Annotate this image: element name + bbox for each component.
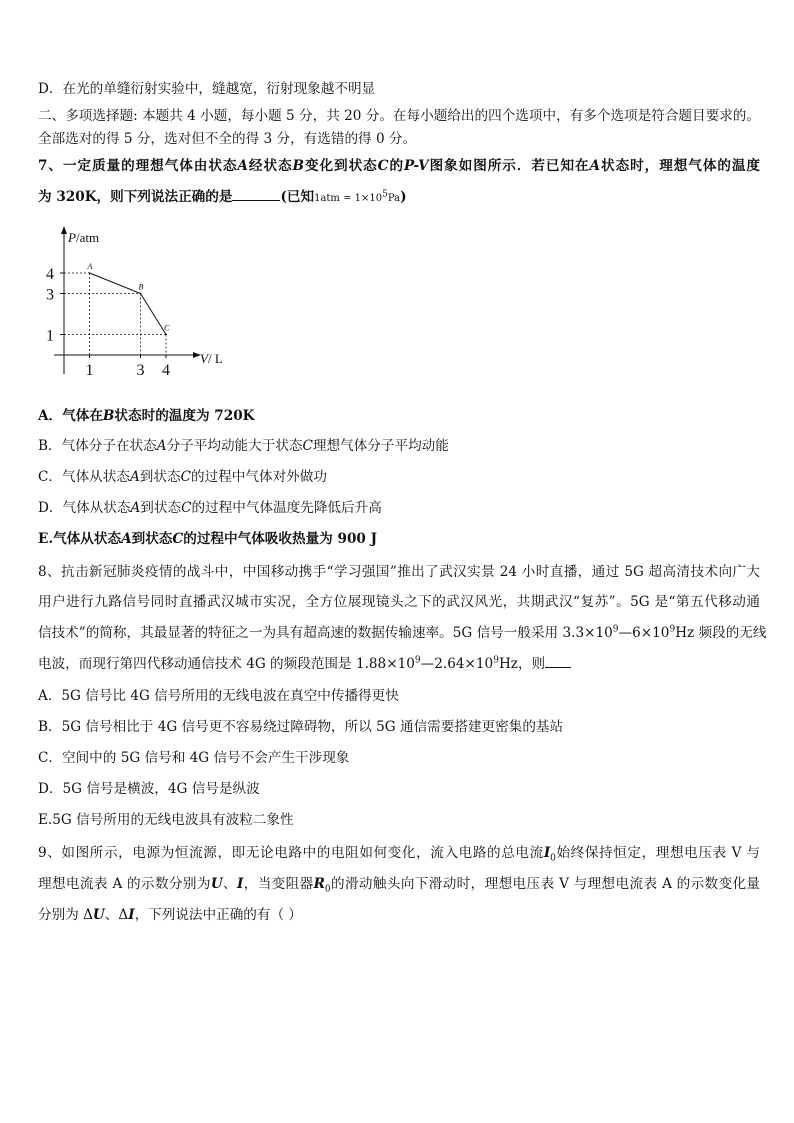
answer-blank	[545, 667, 571, 668]
y-axis-label: P/atm	[68, 230, 100, 245]
q8-option-c: C．空间中的 5G 信号和 4G 信号不会产生干涉现象	[38, 750, 350, 766]
q7-option-c: C．气体从状态A到状态C的过程中气体对外做功	[38, 469, 327, 485]
q7-option-e: E.气体从状态A到状态C的过程中气体吸收热量为 900 J	[38, 531, 378, 547]
q7-stem-line1: 7、一定质量的理想气体由状态A经状态B变化到状态C的P-V图象如图所示．若已知在A状态时，理想气体的温度	[38, 158, 761, 174]
x-axis-label: V/ L	[200, 351, 223, 366]
q7-option-d: D．气体从状态A到状态C的过程中气体温度先降低后升高	[38, 500, 382, 516]
state-path-line	[90, 273, 167, 335]
section-header-multi-choice: 二、多项选择题: 本题共 4 小题，每小题 5 分，共 20 分。在每小题给出的四个选项中，有多个选项是符合题目要求的。	[38, 108, 760, 124]
atm-conversion: $1atm = 1\times 10^5Pa$	[314, 189, 401, 204]
state-point	[165, 334, 167, 336]
q8-stem-line2: 用户进行九路信号同时直播武汉城市实况，全方位展现镜头之下的武汉风光，共期武汉“复苏”。5G 是“第五代移动通	[38, 594, 760, 610]
q8-option-b: B．5G 信号相比于 4G 信号更不容易绕过障碍物，所以 5G 通信需要搭建更密集的基站	[38, 719, 564, 735]
y-tick-label: 3	[46, 286, 54, 304]
graph-axes	[54, 226, 201, 374]
section-scoring-rule: 全部选对的得 5 分，选对但不全的得 3 分，有选错的得 0 分。	[38, 131, 417, 147]
q7-option-b: B．气体分子在状态A分子平均动能大于状态C理想气体分子平均动能	[38, 438, 449, 454]
state-label: B	[138, 282, 144, 292]
q9-stem-line3: 分别为 ΔU、ΔI，下列说法中正确的有（ ）	[38, 907, 303, 923]
x-tick-label: 3	[136, 362, 145, 379]
y-axis-arrow	[61, 226, 67, 234]
x-tick-label: 4	[162, 362, 170, 379]
state-point	[140, 293, 142, 295]
q9-stem-line1: 9、如图所示，电源为恒流源，即无论电路中的电阻如何变化，流入电路的总电流$I_0$始终保持恒定，理想电压表 V 与	[38, 845, 760, 864]
answer-blank	[232, 200, 280, 201]
q8-option-d: D．5G 信号是横波，4G 信号是纵波	[38, 781, 260, 797]
q9-stem-line2: 理想电流表 A 的示数分别为U、I，当变阻器$R_0$的滑动触头向下滑动时，理想电压表 V 与理想电流表 A 的示数变化量	[38, 876, 761, 895]
q7-stem-line2: 为 320K，则下列说法正确的是 (已知$1atm = 1\times 10^5Pa$)	[38, 189, 407, 205]
q8-stem-line3: 信技术”的简称，其最显著的特征之一为具有超高速的数据传输速率。5G 信号一般采用 $3.3\times 10^9—6\times 10^9Hz$ 频段的无线	[38, 624, 767, 641]
pv-graph	[38, 224, 238, 384]
state-point	[89, 272, 91, 274]
q8-stem-line4: 电波，而现行第四代移动通信技术 4G 的频段范围是 $1.88\times 10^9—2.64\times 10^9Hz$，则	[38, 655, 760, 673]
y-tick-label: 1	[46, 327, 54, 345]
q8-option-e: E.5G 信号所用的无线电波具有波粒二象性	[38, 812, 294, 828]
state-label: C	[164, 323, 170, 333]
q6-option-d: D．在光的单缝衍射实验中，缝越宽，衍射现象越不明显	[38, 81, 376, 97]
q7-option-a: A．气体在B状态时的温度为 720K	[38, 408, 255, 424]
state-label: A	[87, 262, 93, 271]
x-tick-label: 1	[85, 362, 94, 379]
q8-option-a: A．5G 信号比 4G 信号所用的无线电波在真空中传播得更快	[38, 688, 399, 704]
q8-stem-line1: 8、抗击新冠肺炎疫情的战斗中，中国移动携手“学习强国”推出了武汉实景 24 小时直播，通过 5G 超高清技术向广大	[38, 564, 760, 580]
y-tick-label: 4	[46, 266, 54, 283]
